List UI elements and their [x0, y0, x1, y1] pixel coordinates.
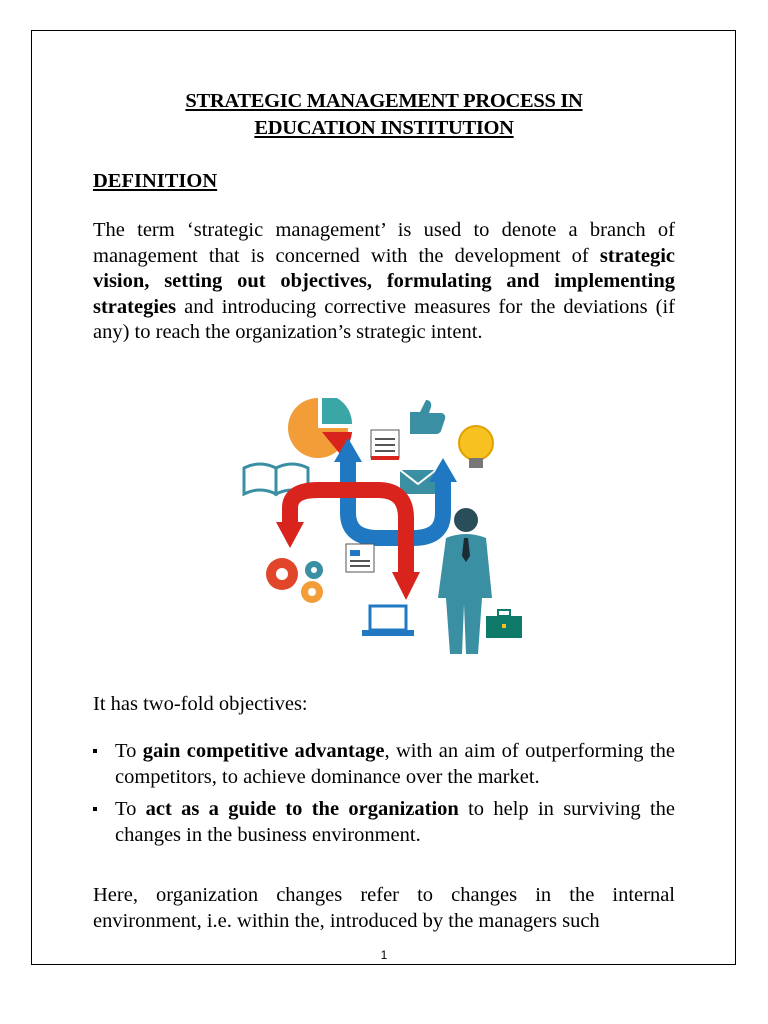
gears-icon [266, 558, 323, 603]
briefcase-icon [486, 610, 522, 638]
list-item [93, 739, 675, 790]
bullet-2-post: to help in surviving the changes in the business environment. [115, 798, 675, 846]
definition-text-start: The term ‘strategic management’ is used to denote a branch of management that is concerned with the development of [93, 219, 675, 267]
bullet-1-bold: gain competitive advantage [142, 740, 385, 762]
strategy-illustration-svg [238, 398, 530, 658]
title-line-1: STRATEGIC MANAGEMENT PROCESS IN [185, 90, 583, 112]
bullet-2-bold: act as a guide to the organization [145, 798, 459, 820]
bullet-1-post: , with an aim of outperforming the competitors, to achieve dominance over the market. [115, 740, 675, 788]
notepad-icon [371, 430, 399, 460]
definition-text-end: and introducing corrective measures for the deviations (if any) to reach the organization’s strategic intent. [93, 295, 675, 343]
objectives-list [93, 739, 675, 855]
organization-changes-paragraph: Here, organization changes refer to changes in the internal environment, i.e. within the, introduced by the managers such [93, 884, 675, 932]
document-icon [346, 544, 374, 572]
objectives-intro: It has two-fold objectives: [93, 693, 308, 715]
bullet-icon [93, 749, 97, 753]
bullet-2-pre: To [115, 798, 146, 820]
document-title [93, 88, 675, 142]
thumbs-up-icon [410, 400, 445, 434]
lightbulb-icon [459, 426, 493, 468]
list-item [93, 797, 675, 848]
title-line-2: EDUCATION INSTITUTION [254, 117, 514, 139]
definition-paragraph [93, 218, 675, 346]
strategy-illustration [238, 398, 530, 658]
definition-text-bold: strategic vision, setting out objectives, formulating and implementing strategies [93, 244, 675, 318]
laptop-icon [362, 606, 414, 636]
definition-heading: DEFINITION [93, 170, 218, 192]
bullet-1-pre: To [115, 740, 143, 762]
bullet-icon [93, 807, 97, 811]
page-number: 1 [380, 948, 388, 962]
